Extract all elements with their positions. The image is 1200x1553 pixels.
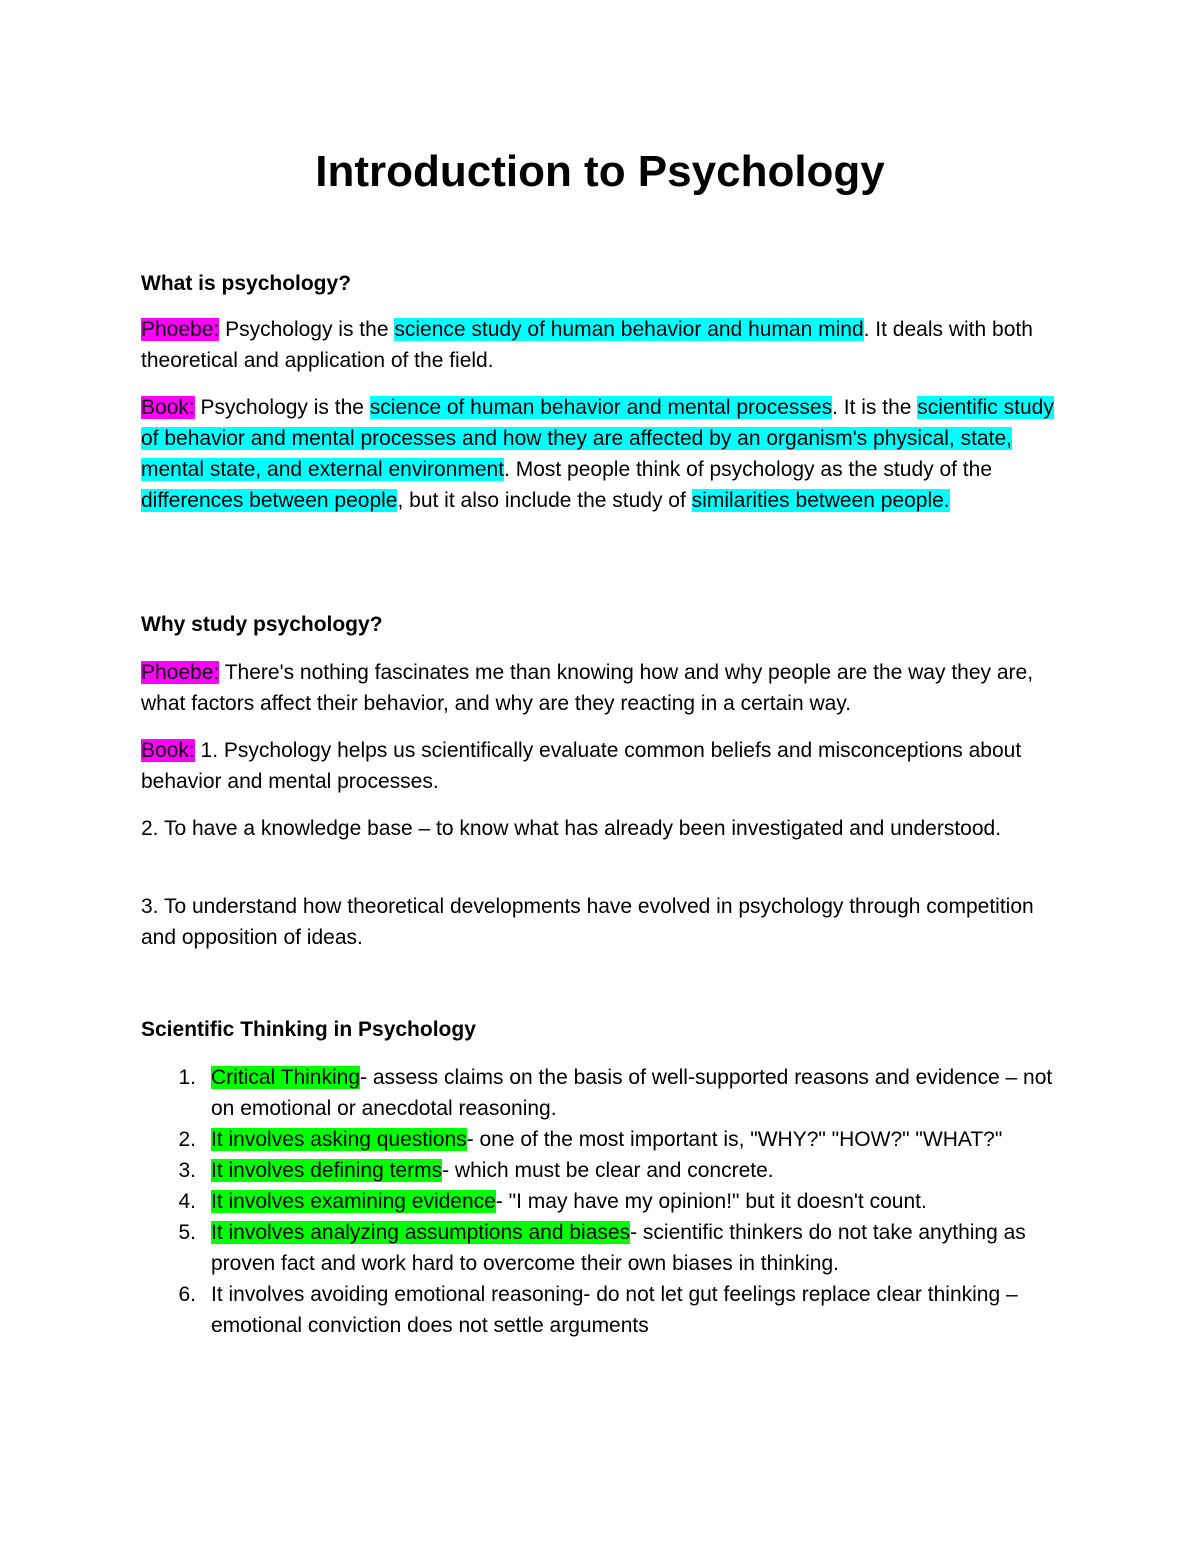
book-highlight-3: differences between people bbox=[141, 489, 398, 512]
list-item bbox=[141, 1124, 1071, 1155]
book-definition-paragraph bbox=[141, 392, 1071, 516]
book-text-2: . It is the bbox=[832, 396, 918, 419]
phoebe-label: Phoebe: bbox=[141, 661, 220, 684]
book-highlight-1: science of human behavior and mental processes bbox=[369, 396, 833, 419]
book-text-1: Psychology is the bbox=[194, 396, 370, 419]
book-label: Book: bbox=[141, 396, 195, 419]
page-title: Introduction to Psychology bbox=[315, 147, 885, 196]
phoebe-label: Phoebe: bbox=[141, 318, 220, 341]
heading-scientific-thinking: Scientific Thinking in Psychology bbox=[141, 1018, 476, 1041]
list-item bbox=[141, 1155, 1071, 1186]
phoebe-definition-paragraph bbox=[141, 314, 1071, 376]
term-highlight: It involves examining evidence bbox=[211, 1190, 496, 1213]
book-why-text: 1. Psychology helps us scientifically evaluate common beliefs and misconceptions about behavior and mental processes. bbox=[141, 739, 1022, 793]
list-number: 1. bbox=[178, 1066, 196, 1089]
list-item bbox=[141, 1279, 1071, 1341]
phoebe-why-paragraph bbox=[141, 657, 1071, 719]
item-text: - scientific thinkers do not take anything as proven fact and work hard to overcome their own biases in thinking. bbox=[211, 1221, 1026, 1275]
term-highlight: It involves asking questions bbox=[211, 1128, 467, 1151]
book-highlight-2: scientific study of behavior and mental processes and how they are affected by an organism's physical, state, mental state, and external environment bbox=[141, 396, 1054, 481]
list-item bbox=[141, 1062, 1071, 1124]
item-text: - one of the most important is, "WHY?" "HOW?" "WHAT?" bbox=[466, 1128, 1003, 1151]
list-number: 2. bbox=[178, 1128, 196, 1151]
heading-why-study-psychology: Why study psychology? bbox=[141, 613, 383, 636]
book-highlight-4: similarities between people. bbox=[691, 489, 950, 512]
item-text: - "I may have my opinion!" but it doesn't count. bbox=[495, 1190, 927, 1213]
item-text: - assess claims on the basis of well-supported reasons and evidence – not on emotional or anecdotal reasoning. bbox=[211, 1066, 1053, 1120]
list-item bbox=[141, 1217, 1071, 1279]
term-highlight: It involves analyzing assumptions and biases bbox=[211, 1221, 631, 1244]
book-why-paragraph bbox=[141, 735, 1071, 797]
list-number: 6. bbox=[178, 1283, 196, 1306]
book-text-4: , but it also include the study of bbox=[397, 489, 692, 512]
reason-point-2: 2. To have a knowledge base – to know what has already been investigated and understood. bbox=[141, 817, 1002, 840]
list-item bbox=[141, 1186, 1071, 1217]
item-text: - which must be clear and concrete. bbox=[442, 1159, 774, 1182]
scientific-thinking-list bbox=[141, 1062, 1071, 1341]
term-highlight: Critical Thinking bbox=[211, 1066, 360, 1089]
list-number: 5. bbox=[178, 1221, 196, 1244]
reason-point-3: 3. To understand how theoretical developments have evolved in psychology through competition and opposition of ideas. bbox=[141, 895, 1034, 949]
term-highlight: It involves defining terms bbox=[211, 1159, 443, 1182]
phoebe-text-2: . It deals with both theoretical and application of the field. bbox=[141, 318, 1033, 372]
list-number: 4. bbox=[178, 1190, 196, 1213]
book-label: Book: bbox=[141, 739, 195, 762]
book-text-3: . Most people think of psychology as the study of the bbox=[504, 458, 992, 481]
list-number: 3. bbox=[178, 1159, 196, 1182]
heading-what-is-psychology: What is psychology? bbox=[141, 272, 352, 295]
phoebe-why-text: There's nothing fascinates me than knowing how and why people are the way they are, what factors affect their behavior, and why are they reacting in a certain way. bbox=[141, 661, 1034, 715]
item-text: It involves avoiding emotional reasoning- do not let gut feelings replace clear thinking – emotional conviction does not settle arguments bbox=[211, 1283, 1018, 1337]
phoebe-text-1: Psychology is the bbox=[219, 318, 395, 341]
phoebe-highlight-definition: science study of human behavior and human mind bbox=[394, 318, 864, 341]
